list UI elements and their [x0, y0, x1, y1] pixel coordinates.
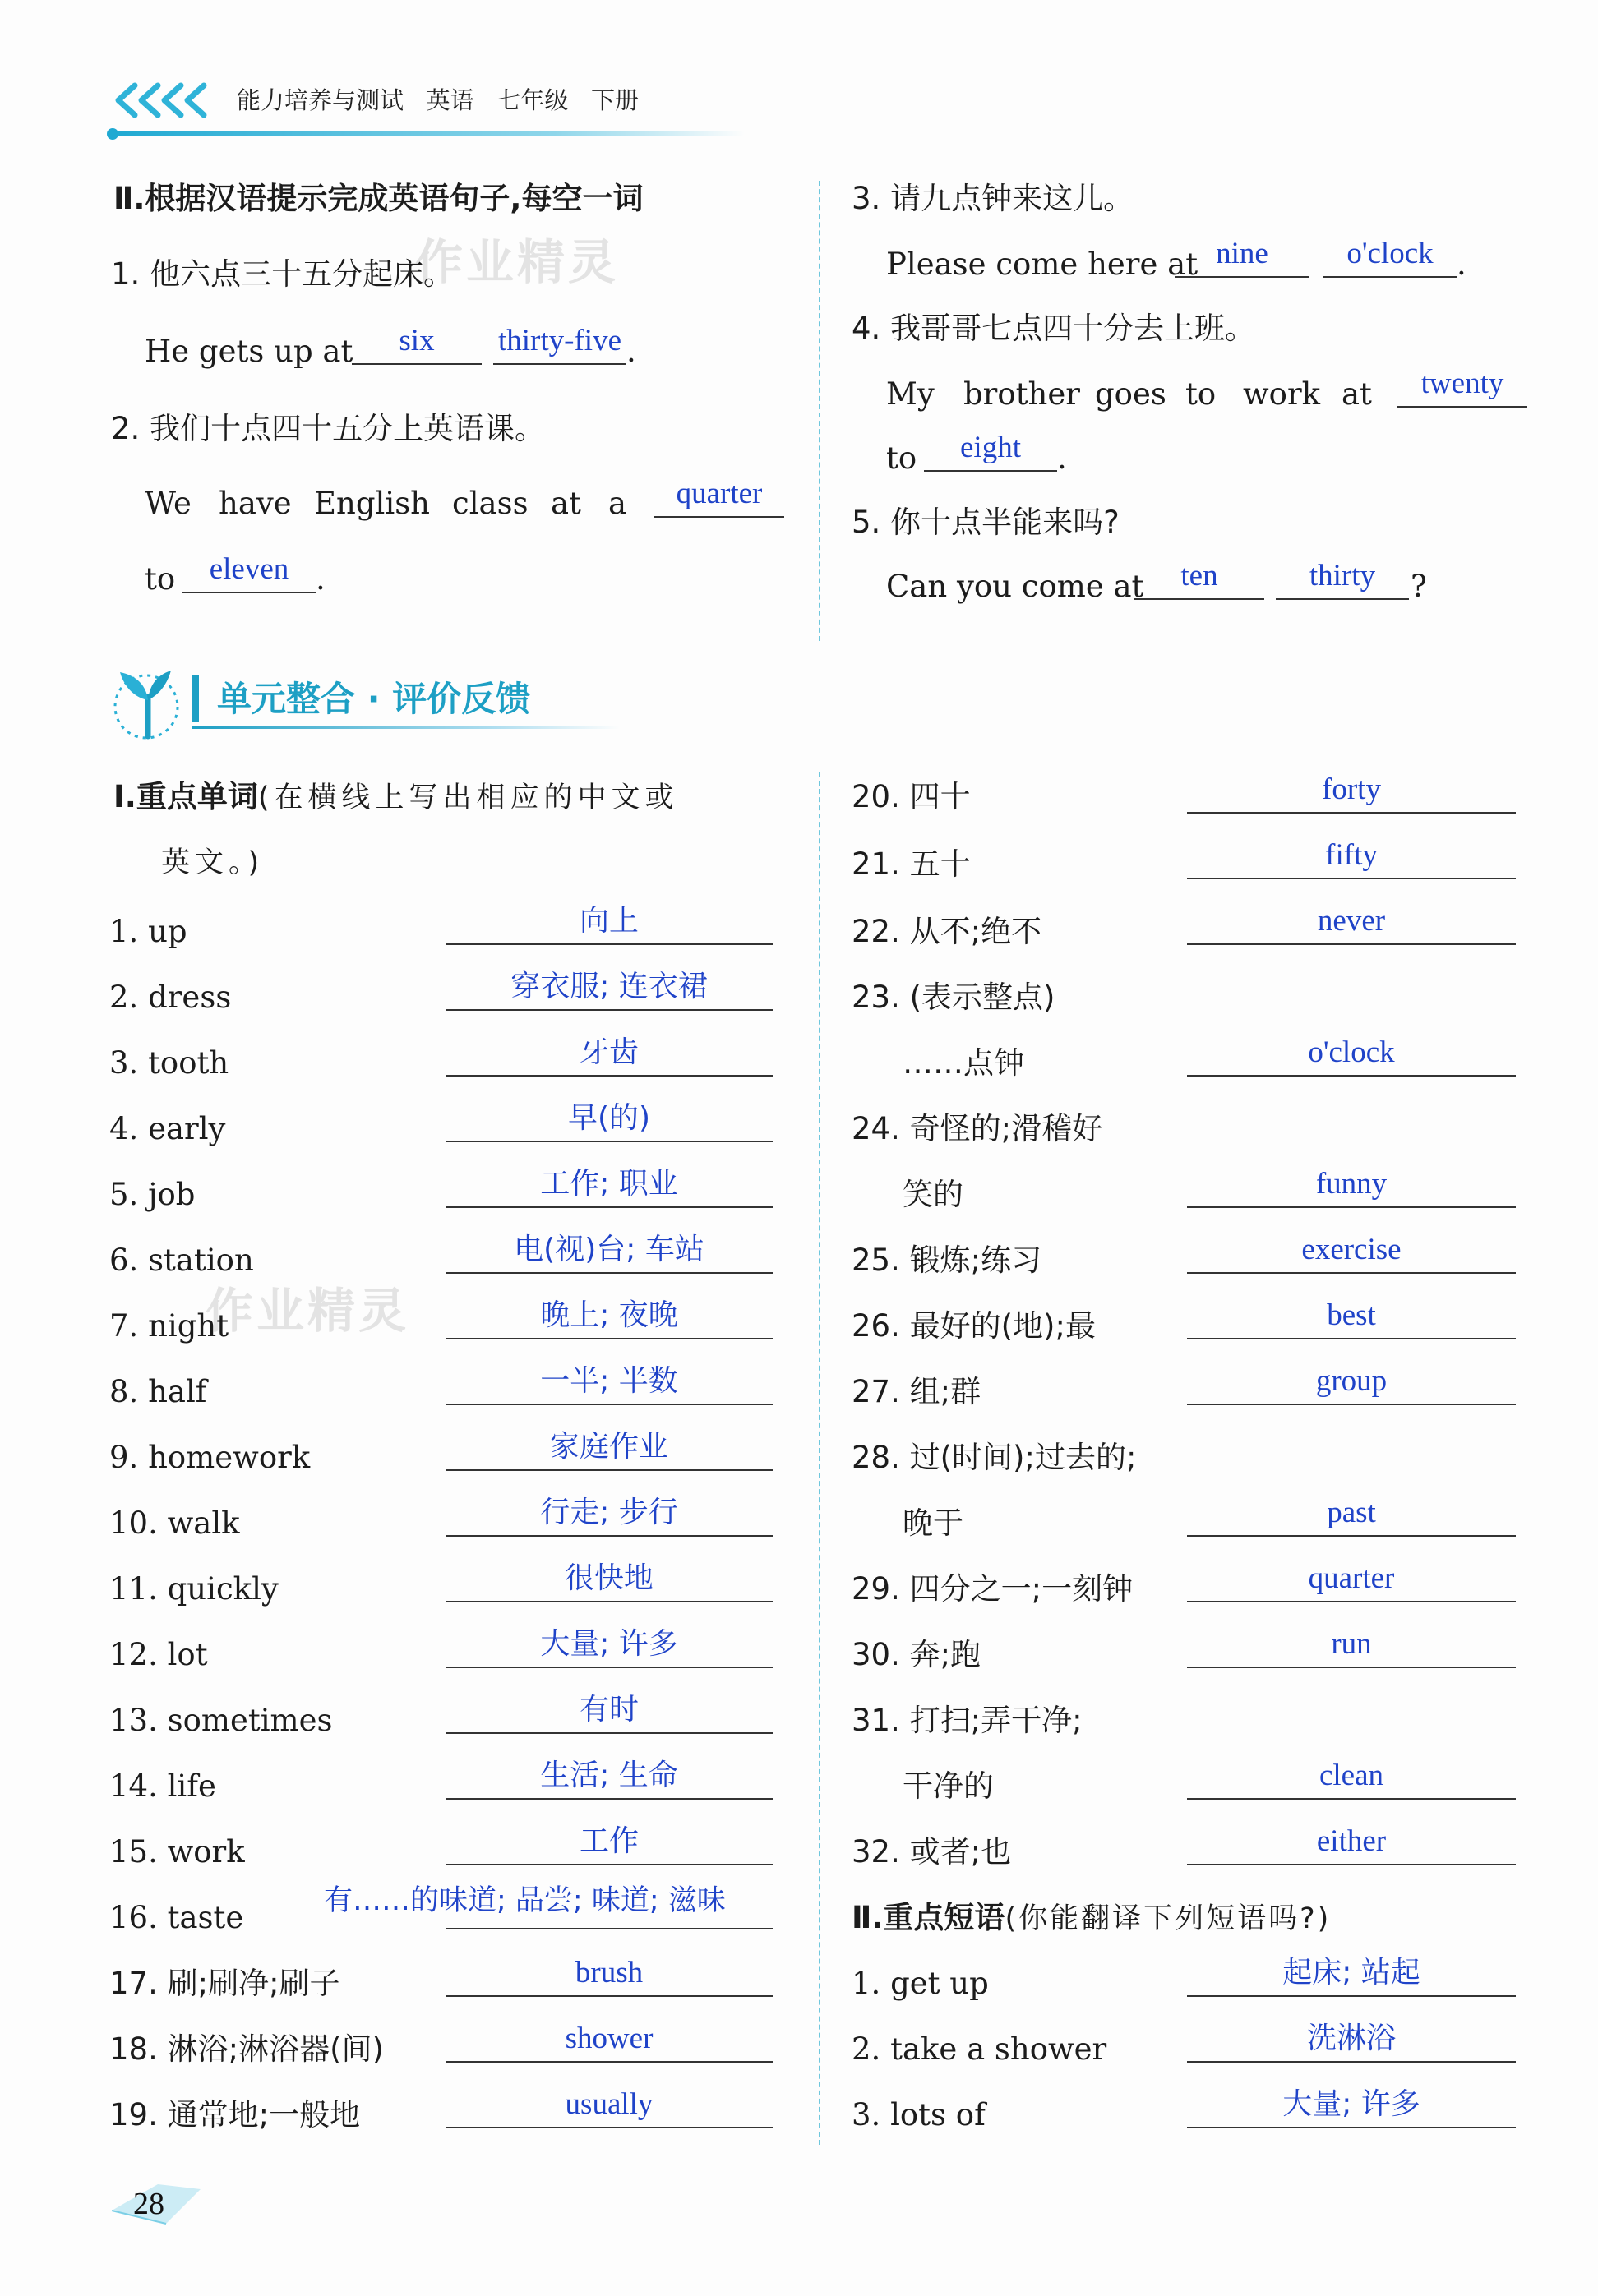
vocab-q-25: 25. 锻炼;练习: [852, 1243, 1042, 1278]
phrases-title-line: [852, 1898, 1331, 1939]
vocab-q-13: 13. sometimes: [109, 1703, 333, 1738]
vocab-q-3: 3. tooth: [109, 1045, 229, 1081]
item2-word-class: class: [452, 486, 529, 521]
page-number-badge: [109, 2178, 207, 2230]
vocab-q-24: 24. 奇怪的;滑稽好: [852, 1111, 1103, 1146]
vocab-q-6: 6. station: [109, 1243, 254, 1278]
vocab-a-15[interactable]: 工作: [446, 1823, 773, 1865]
vocab-a-28[interactable]: past: [1187, 1494, 1516, 1537]
vocab-q-31-cont: 干净的: [903, 1768, 994, 1804]
vocab-a-17[interactable]: brush: [446, 1954, 773, 1997]
item3-blank-2[interactable]: o'clock: [1323, 235, 1457, 278]
vocab-a-1[interactable]: 向上: [446, 902, 773, 945]
banner-title: 单元整合 · 评价反馈: [217, 679, 531, 719]
vocab-q-24-cont: 笑的: [903, 1177, 963, 1212]
vocab-a-31[interactable]: clean: [1187, 1757, 1516, 1800]
vocab-a-25[interactable]: exercise: [1187, 1231, 1516, 1274]
item4-word-to: to: [1185, 376, 1217, 412]
vocab-a-29[interactable]: quarter: [1187, 1560, 1516, 1602]
vocab-q-32: 32. 或者;也: [852, 1834, 1012, 1870]
vocab-a-18[interactable]: shower: [446, 2020, 773, 2063]
item3-end: .: [1457, 247, 1466, 282]
item3-blank-1[interactable]: nine: [1175, 235, 1309, 278]
item4-word-my: My: [886, 376, 935, 412]
vocab-q-11: 11. quickly: [109, 1571, 279, 1607]
item4-word-goes: goes: [1095, 376, 1166, 412]
section-title-sentences: Ⅱ.根据汉语提示完成英语句子,每空一词: [113, 181, 644, 216]
vocab-a-11[interactable]: 很快地: [446, 1560, 773, 1602]
vocab-q-9: 9. homework: [109, 1440, 311, 1475]
vocab-a-14[interactable]: 生活; 生命: [446, 1757, 773, 1800]
vocab-a-13[interactable]: 有时: [446, 1691, 773, 1734]
vocab-a-5[interactable]: 工作; 职业: [446, 1165, 773, 1208]
vocab-q-28-cont: 晚于: [903, 1505, 963, 1541]
vocab-a-10[interactable]: 行走; 步行: [446, 1494, 773, 1537]
vocab-q-5: 5. job: [109, 1177, 196, 1212]
item1-blank-1[interactable]: six: [352, 322, 482, 365]
item2-word-have: have: [219, 486, 292, 521]
vocab-q-30: 30. 奔;跑: [852, 1637, 981, 1672]
vocab-hint-line2: 英文。): [161, 846, 265, 879]
vocab-q-18: 18. 淋浴;淋浴器(间): [109, 2031, 384, 2067]
vocab-q-31: 31. 打扫;弄干净;: [852, 1703, 1083, 1738]
vocab-q-14: 14. life: [109, 1768, 216, 1804]
item4-word-to2: to: [886, 440, 917, 476]
vocab-a-12[interactable]: 大量; 许多: [446, 1625, 773, 1668]
vocab-a-27[interactable]: group: [1187, 1362, 1516, 1405]
phrases-hint: (你能翻译下列短语吗?): [1005, 1902, 1332, 1935]
vocab-a-23[interactable]: o'clock: [1187, 1034, 1516, 1077]
vocab-q-15: 15. work: [109, 1834, 245, 1870]
vocab-a-6[interactable]: 电(视)台; 车站: [446, 1231, 773, 1274]
vocab-q-21: 21. 五十: [852, 846, 971, 882]
item2-word-a: a: [608, 486, 627, 521]
vocab-q-29: 29. 四分之一;一刻钟: [852, 1571, 1134, 1607]
vocab-q-27: 27. 组;群: [852, 1374, 981, 1409]
phrases-title: Ⅱ.重点短语: [852, 1900, 1005, 1935]
item2-word-to: to: [145, 561, 176, 597]
vocab-a-21[interactable]: fifty: [1187, 837, 1516, 879]
vocab-a-26[interactable]: best: [1187, 1297, 1516, 1339]
item5-blank-1[interactable]: ten: [1134, 557, 1264, 600]
phrase-q-3: 3. lots of: [852, 2097, 986, 2132]
vocab-a-24[interactable]: funny: [1187, 1165, 1516, 1208]
phrase-a-2[interactable]: 洗淋浴: [1187, 2020, 1516, 2063]
watermark-mid: 作业精灵: [206, 1283, 410, 1339]
phrase-a-3[interactable]: 大量; 许多: [1187, 2086, 1516, 2128]
vocab-a-16[interactable]: 有……的味道; 品尝; 味道; 滋味: [324, 1884, 726, 1917]
item2-end: .: [316, 561, 326, 597]
item4-word-brother: brother: [963, 376, 1080, 412]
phrase-q-1: 1. get up: [852, 1966, 989, 2001]
item1-end: .: [626, 334, 636, 369]
header-volume: 下册: [591, 86, 640, 114]
header-subject: 英语: [426, 86, 474, 114]
vocab-hint: (在横线上写出相应的中文或: [257, 781, 679, 814]
vocab-a-7[interactable]: 晚上; 夜晚: [446, 1297, 773, 1339]
item5-blank-2[interactable]: thirty: [1276, 557, 1409, 600]
vocab-q-23: 23. (表示整点): [852, 980, 1055, 1015]
vocab-q-8: 8. half: [109, 1374, 207, 1409]
item5-chinese: 5. 你十点半能来吗?: [852, 505, 1120, 540]
item2-chinese: 2. 我们十点四十五分上英语课。: [111, 411, 546, 446]
item2-word-at: at: [551, 486, 581, 521]
vocab-q-23-cont: ……点钟: [903, 1045, 1024, 1081]
watermark-top: 作业精灵: [415, 234, 620, 290]
item5-english-prefix: Can you come at: [886, 569, 1144, 604]
vocab-q-4: 4. early: [109, 1111, 226, 1146]
vocab-a-3[interactable]: 牙齿: [446, 1034, 773, 1077]
vocab-q-2: 2. dress: [109, 980, 232, 1015]
item1-blank-2[interactable]: thirty-five: [493, 322, 626, 365]
vocab-a-9[interactable]: 家庭作业: [446, 1428, 773, 1471]
vocab-a-2[interactable]: 穿衣服; 连衣裙: [446, 968, 773, 1011]
vocab-a-8[interactable]: 一半; 半数: [446, 1362, 773, 1405]
item1-english-prefix: He gets up at: [145, 334, 353, 369]
vocab-q-19: 19. 通常地;一般地: [109, 2097, 361, 2132]
vocab-a-32[interactable]: either: [1187, 1823, 1516, 1865]
vocab-q-22: 22. 从不;绝不: [852, 914, 1042, 949]
item2-word-we: We: [145, 486, 192, 521]
vocab-q-26: 26. 最好的(地);最: [852, 1308, 1096, 1344]
vocab-a-30[interactable]: run: [1187, 1625, 1516, 1668]
item1-chinese: 1. 他六点三十五分起床。: [111, 256, 455, 292]
vocab-a-22[interactable]: never: [1187, 902, 1516, 945]
phrase-q-2: 2. take a shower: [852, 2031, 1107, 2067]
vocab-q-28: 28. 过(时间);过去的;: [852, 1440, 1137, 1475]
item5-end: ?: [1411, 569, 1427, 604]
vocab-q-17: 17. 刷;刷净;刷子: [109, 1966, 340, 2001]
page-number: 28: [133, 2187, 164, 2221]
item4-word-at: at: [1342, 376, 1372, 412]
item4-blank-2[interactable]: eight: [924, 429, 1057, 472]
vocab-q-20: 20. 四十: [852, 779, 971, 814]
vocab-a-20[interactable]: forty: [1187, 771, 1516, 814]
item4-word-work: work: [1243, 376, 1321, 412]
vocab-title: Ⅰ.重点单词: [113, 779, 258, 814]
vocab-q-10: 10. walk: [109, 1505, 240, 1541]
item3-chinese: 3. 请九点钟来这儿。: [852, 181, 1134, 216]
item2-word-english: English: [314, 486, 431, 521]
phrase-a-1[interactable]: 起床; 站起: [1187, 1954, 1516, 1997]
vocab-q-7: 7. night: [109, 1308, 229, 1344]
vocab-a-19[interactable]: usually: [446, 2086, 773, 2128]
item4-blank-1[interactable]: twenty: [1397, 365, 1527, 408]
item2-blank-1[interactable]: quarter: [654, 475, 784, 518]
item3-english-prefix: Please come here at: [886, 247, 1198, 282]
vocab-q-12: 12. lot: [109, 1637, 208, 1672]
item4-end: .: [1057, 440, 1067, 476]
vocab-q-1: 1. up: [109, 914, 187, 949]
item2-blank-2[interactable]: eleven: [182, 551, 316, 593]
header-book: 能力培养与测试: [237, 86, 404, 114]
vocab-q-16: 16. taste: [109, 1900, 244, 1935]
header-grade: 七年级: [496, 86, 569, 114]
item4-chinese: 4. 我哥哥七点四十分去上班。: [852, 311, 1256, 346]
vocab-a-4[interactable]: 早(的): [446, 1100, 773, 1142]
